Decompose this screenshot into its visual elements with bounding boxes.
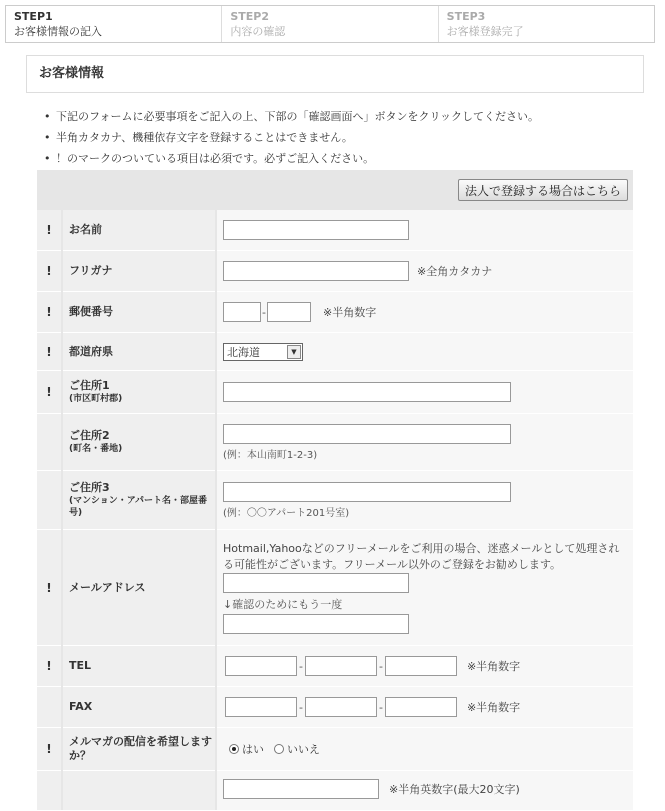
step-2-text: 内容の確認 bbox=[230, 25, 286, 38]
step-1-text: お客様情報の記入 bbox=[14, 25, 102, 38]
bullet-icon: • bbox=[44, 110, 51, 123]
step-3 bbox=[439, 6, 654, 42]
fax-second-input[interactable] bbox=[305, 697, 377, 717]
step-3-text: お客様登録完了 bbox=[446, 25, 524, 38]
email-confirm-input[interactable] bbox=[223, 614, 409, 634]
instruction-item: • 下記のフォームに必要事項をご記入の上、下部の「確認画面へ」ボタンをクリックしてください。 bbox=[38, 106, 539, 127]
tel-hint: ※半角数字 bbox=[466, 660, 521, 673]
tel-third-input[interactable] bbox=[385, 656, 457, 676]
row-id bbox=[37, 771, 633, 811]
name-input[interactable] bbox=[223, 220, 409, 240]
id-hint: ※半角英数字(最大20文字) bbox=[389, 783, 520, 796]
tel-label: TEL bbox=[63, 646, 215, 687]
row-mailmag bbox=[37, 728, 633, 771]
zip-first-input[interactable] bbox=[223, 302, 261, 322]
row-fax: FAX - - ※半角数字 bbox=[37, 687, 633, 728]
required-mark: ! bbox=[37, 251, 61, 292]
required-mark: ! bbox=[37, 210, 61, 251]
step-1 bbox=[6, 6, 222, 42]
step-3-number: STEP3 bbox=[446, 10, 486, 23]
chevron-down-icon[interactable]: ▼ bbox=[287, 345, 301, 359]
required-mark: ! bbox=[37, 333, 61, 371]
row-email bbox=[37, 530, 633, 646]
corporate-register-button[interactable]: 法人で登録する場合はこちら bbox=[458, 179, 628, 201]
kana-hint: ※全角カタカナ bbox=[417, 265, 493, 278]
instruction-item: • ！のマークのついている項目は必須です。必ずご記入ください。 bbox=[38, 148, 539, 169]
required-mark: ! bbox=[37, 728, 61, 771]
kana-input[interactable] bbox=[223, 261, 409, 281]
row-address3 bbox=[37, 471, 633, 530]
address3-input[interactable] bbox=[223, 482, 511, 502]
mailmag-yes-radio[interactable]: はい bbox=[229, 741, 264, 757]
name-label: お名前 bbox=[63, 210, 215, 251]
fax-hint: ※半角数字 bbox=[466, 701, 521, 714]
email-label: メールアドレス bbox=[63, 530, 215, 646]
address2-example: (例：本山南町1-2-3) bbox=[223, 449, 318, 461]
fax-label: FAX bbox=[63, 687, 215, 728]
zip-hint: ※半角数字 bbox=[322, 306, 377, 319]
address1-label: ご住所1 (市区町村郡) bbox=[63, 371, 215, 414]
row-prefecture bbox=[37, 333, 633, 371]
address3-label: ご住所3 (マンション・アパート名・部屋番号) bbox=[63, 471, 215, 530]
mailmag-no-radio[interactable]: いいえ bbox=[274, 741, 320, 757]
id-input[interactable] bbox=[223, 779, 379, 799]
email-input[interactable] bbox=[223, 573, 409, 593]
address1-input[interactable] bbox=[223, 382, 511, 402]
instruction-item: • 半角カタカナ、機種依存文字を登録することはできません。 bbox=[38, 127, 539, 148]
row-address1 bbox=[37, 371, 633, 414]
row-tel: ! TEL - - ※半角数字 bbox=[37, 646, 633, 687]
fax-third-input[interactable] bbox=[385, 697, 457, 717]
address3-example: (例：〇〇アパート201号室) bbox=[223, 507, 350, 519]
email-confirm-note: ↓確認のためにもう一度 bbox=[223, 598, 343, 611]
address2-label: ご住所2 (町名・番地) bbox=[63, 414, 215, 471]
step-2-number: STEP2 bbox=[230, 10, 269, 23]
prefecture-label: 都道府県 bbox=[63, 333, 215, 371]
step-indicator bbox=[5, 5, 655, 43]
required-mark: ! bbox=[37, 371, 61, 414]
row-zip bbox=[37, 292, 633, 333]
required-mark: ! bbox=[37, 530, 61, 646]
tel-first-input[interactable] bbox=[225, 656, 297, 676]
step-2 bbox=[222, 6, 438, 42]
zip-second-input[interactable] bbox=[267, 302, 311, 322]
row-name bbox=[37, 210, 633, 251]
zip-dash: - bbox=[262, 305, 266, 319]
instruction-list bbox=[38, 106, 539, 169]
mailmag-label: メルマガの配信を希望しますか？ bbox=[63, 728, 215, 771]
fax-first-input[interactable] bbox=[225, 697, 297, 717]
row-address2 bbox=[37, 414, 633, 471]
prefecture-select[interactable] bbox=[223, 343, 303, 361]
customer-form bbox=[37, 170, 633, 810]
address2-input[interactable] bbox=[223, 424, 511, 444]
prefecture-selected: 北海道 bbox=[227, 345, 260, 359]
email-note: Hotmail,Yahooなどのフリーメールをご利用の場合、迷惑メールとして処理される可能性がございます。フリーメール以外のご登録をお勧めします。 bbox=[223, 542, 620, 571]
row-kana bbox=[37, 251, 633, 292]
kana-label: フリガナ bbox=[63, 251, 215, 292]
zip-label: 郵便番号 bbox=[63, 292, 215, 333]
required-mark: ! bbox=[37, 292, 61, 333]
bullet-icon: • bbox=[44, 131, 51, 144]
step-1-number: STEP1 bbox=[14, 10, 53, 23]
tel-second-input[interactable] bbox=[305, 656, 377, 676]
section-title: お客様情報 bbox=[26, 55, 644, 93]
required-mark: ! bbox=[37, 646, 61, 687]
bullet-icon: • bbox=[44, 152, 51, 165]
